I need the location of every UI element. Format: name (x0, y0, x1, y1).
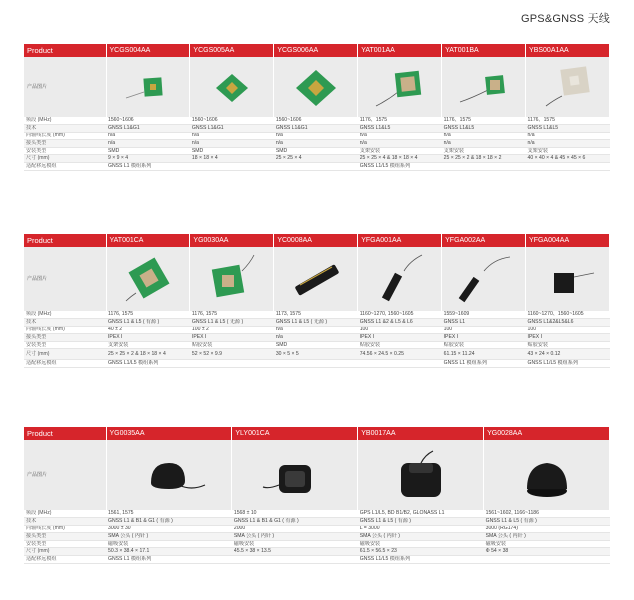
spec-cell: GPS L1/L5, BD B1/B2, GLONASS L1 (358, 510, 484, 518)
spec-row (24, 319, 610, 327)
spec-cell: 25 × 25 × 2 & 18 × 18 × 4 (106, 349, 190, 360)
spec-cell: n/a (358, 132, 442, 140)
spec-row (24, 510, 610, 518)
product-name: YG0035AA (106, 427, 232, 440)
spec-cell: 贴胶安装 (190, 341, 274, 349)
product-name: YG0028AA (484, 427, 610, 440)
spec-cell: IPEX Ⅰ (358, 334, 442, 342)
spec-cell: 18 × 18 × 4 (190, 155, 274, 163)
spec-row-label: 安装类型 (24, 147, 106, 155)
spec-cell: 1176、1575 (442, 117, 526, 125)
spec-row-label: 适配移远模组 (24, 556, 106, 564)
spec-cell: SMA 公头 ( 内针 ) (484, 533, 610, 541)
spec-cell: 支架安装 (106, 341, 190, 349)
spec-cell: 支架安装 (526, 147, 610, 155)
spec-cell: 1176, 1575 (190, 311, 274, 319)
image-row (24, 247, 610, 311)
spec-row (24, 132, 610, 140)
image-row-label: 产品图片 (24, 440, 106, 510)
spec-row-label: 尺寸 (mm) (24, 155, 106, 163)
module-series-cell: GNSS L1/L5 模组系列 (358, 163, 610, 171)
spec-cell: 45.5 × 38 × 13.5 (232, 548, 358, 556)
product-image (442, 57, 526, 117)
image-row-label: 产品图片 (24, 247, 106, 311)
spec-cell: 25 × 25 × 2 & 18 × 18 × 2 (442, 155, 526, 163)
spec-table-3 (24, 427, 610, 564)
spec-cell: n/a (274, 326, 358, 334)
spec-cell: 1568 ± 10 (232, 510, 358, 518)
product-image (190, 57, 274, 117)
spec-cell: 43 × 24 × 0.12 (526, 349, 610, 360)
spec-cell: 52 × 52 × 9.9 (190, 349, 274, 360)
spec-row (24, 117, 610, 125)
spec-cell: 40 × 40 × 4 & 45 × 45 × 6 (526, 155, 610, 163)
spec-cell: n/a (442, 132, 526, 140)
spec-cell: 贴胶安装 (526, 341, 610, 349)
spec-row (24, 349, 610, 360)
spec-row (24, 548, 610, 556)
product-name: YBS00A1AA (526, 44, 610, 57)
spec-row (24, 556, 610, 564)
spec-cell: 1176、1575 (526, 117, 610, 125)
product-image (358, 440, 484, 510)
spec-cell: GNSS L1&G1 (190, 125, 274, 133)
spec-cell: GNSS L1 &2 & L5 & L6 (358, 319, 442, 327)
spec-cell: 2000 (232, 525, 358, 533)
image-row-label: 产品图片 (24, 57, 106, 117)
product-image (526, 57, 610, 117)
product-name: YCGS004AA (106, 44, 190, 57)
header-label: Product (24, 427, 106, 440)
spec-row-label: 频段 (MHz) (24, 311, 106, 319)
spec-cell: 3000 ± 30 (106, 525, 232, 533)
product-image (442, 247, 526, 311)
module-series-cell: GNSS L1 模组系列 (106, 163, 358, 171)
product-image (358, 247, 442, 311)
spec-cell: IPEX Ⅰ (526, 334, 610, 342)
spec-cell: Φ 54 × 38 (484, 548, 610, 556)
table-header (24, 44, 610, 57)
spec-cell: L = 3000 (358, 525, 484, 533)
spec-row (24, 525, 610, 533)
spec-cell: 磁吸安装 (358, 540, 484, 548)
spec-row-label: 安装类型 (24, 540, 106, 548)
product-image (526, 247, 610, 311)
spec-table-1 (24, 44, 610, 171)
spec-cell: 25 × 25 × 4 & 18 × 18 × 4 (358, 155, 442, 163)
spec-row (24, 147, 610, 155)
spec-row-label: 接头类型 (24, 334, 106, 342)
spec-row-label: 同轴线长度 (mm) (24, 326, 106, 334)
module-series-cell: GNSS L1/L5 模组系列 (358, 556, 610, 564)
spec-cell: IPEX Ⅰ (106, 334, 190, 342)
spec-cell: SMD (106, 147, 190, 155)
spec-row (24, 163, 610, 171)
product-name: YAT001AA (358, 44, 442, 57)
spec-cell: n/a (274, 132, 358, 140)
spec-cell: 100 ± 2 (190, 326, 274, 334)
product-name: YAT001BA (442, 44, 526, 57)
table-header (24, 427, 610, 440)
spec-row (24, 155, 610, 163)
spec-cell: n/a (190, 140, 274, 148)
spec-cell: 支架安装 (442, 147, 526, 155)
spec-cell: 1173, 1575 (274, 311, 358, 319)
spec-cell: IPEX Ⅰ (190, 334, 274, 342)
product-name: YFGA004AA (526, 234, 610, 247)
product-image (274, 57, 358, 117)
spec-cell: GNSS L1 & L5 ( 无源 ) (190, 319, 274, 327)
spec-cell: GNSS L1 & L5 ( 有源 ) (484, 518, 610, 526)
product-name: YFGA002AA (442, 234, 526, 247)
spec-cell: n/a (106, 132, 190, 140)
spec-cell: n/a (274, 140, 358, 148)
spec-cell: 磁吸安装 (106, 540, 232, 548)
spec-cell: 61.5 × 56.5 × 23 (358, 548, 484, 556)
product-image (106, 57, 190, 117)
spec-row-label: 接头类型 (24, 140, 106, 148)
spec-cell: 3000 (RG174) (484, 525, 610, 533)
image-row (24, 57, 610, 117)
product-name: YFGA001AA (358, 234, 442, 247)
spec-row (24, 140, 610, 148)
spec-cell: SMD (274, 147, 358, 155)
spec-cell: 1176, 1575 (106, 311, 190, 319)
spec-cell: GNSS L1&L5 (526, 125, 610, 133)
spec-cell: SMA 公头 ( 内针 ) (358, 533, 484, 541)
spec-cell: n/a (190, 132, 274, 140)
product-name: YLY001CA (232, 427, 358, 440)
product-image (358, 57, 442, 117)
module-series-cell: GNSS L1/L5 模组系列 (526, 360, 610, 368)
spec-cell: GNSS L1&2&L5&L6 (526, 319, 610, 327)
spec-row-label: 同轴线长度 (mm) (24, 525, 106, 533)
product-image (106, 247, 190, 311)
spec-cell: 1559~1609 (442, 311, 526, 319)
spec-row-label: 频段 (MHz) (24, 510, 106, 518)
spec-row-label: 尺寸 (mm) (24, 548, 106, 556)
spec-row (24, 518, 610, 526)
spec-cell: 磁吸安装 (232, 540, 358, 548)
spec-cell: 1560~1606 (190, 117, 274, 125)
product-name: YC0008AA (274, 234, 358, 247)
spec-row (24, 341, 610, 349)
product-name: YCGS005AA (190, 44, 274, 57)
spec-cell: GNSS L1&G1 (274, 125, 358, 133)
spec-row-label: 适配移远模组 (24, 360, 106, 368)
product-name: YAT001CA (106, 234, 190, 247)
spec-cell: GNSS L1 & L5 ( 无源 ) (274, 319, 358, 327)
spec-cell: 磁吸安装 (484, 540, 610, 548)
spec-cell: GNSS L1&L5 (442, 125, 526, 133)
product-image (190, 247, 274, 311)
spec-cell: SMD (190, 147, 274, 155)
spec-cell: 1160~1270、1560~1605 (526, 311, 610, 319)
product-image (274, 247, 358, 311)
module-series-cell: GNSS L1/L5 模组系列 (106, 360, 442, 368)
table-header (24, 234, 610, 247)
spec-cell: SMA 公头 ( 内针 ) (232, 533, 358, 541)
spec-row-label: 尺寸 (mm) (24, 349, 106, 360)
spec-row-label: 安装类型 (24, 341, 106, 349)
spec-cell: n/a (526, 132, 610, 140)
spec-cell: 1560~1606 (274, 117, 358, 125)
product-image (106, 440, 232, 510)
product-name: YG0030AA (190, 234, 274, 247)
spec-cell: 25 × 25 × 4 (274, 155, 358, 163)
spec-cell: GNSS L1&L5 (358, 125, 442, 133)
spec-cell: 100 (526, 326, 610, 334)
spec-cell: 40 ± 2 (106, 326, 190, 334)
spec-cell: GNSS L1 & B1 & G1 ( 有源 ) (232, 518, 358, 526)
spec-row-label: 技术 (24, 518, 106, 526)
spec-cell: n/a (358, 140, 442, 148)
spec-row (24, 326, 610, 334)
spec-cell: SMA 公头 ( 内针 ) (106, 533, 232, 541)
spec-row-label: 频段 (MHz) (24, 117, 106, 125)
spec-cell: 1561, 1575 (106, 510, 232, 518)
spec-cell: 74.56 × 24.5 × 0.25 (358, 349, 442, 360)
spec-row (24, 334, 610, 342)
header-label: Product (24, 234, 106, 247)
spec-cell: 贴胶安装 (358, 341, 442, 349)
spec-cell: GNSS L1 & L5 ( 有源 ) (106, 319, 190, 327)
spec-row (24, 360, 610, 368)
spec-cell: 1560~1606 (106, 117, 190, 125)
product-name: YB0017AA (358, 427, 484, 440)
spec-cell: IPEX Ⅰ (442, 334, 526, 342)
product-name: YCGS006AA (274, 44, 358, 57)
spec-row-label: 接头类型 (24, 533, 106, 541)
spec-cell: 61.15 × 11.24 (442, 349, 526, 360)
spec-cell: SMD (274, 341, 358, 349)
product-image (232, 440, 358, 510)
spec-cell: 1561~1602, 1166~1186 (484, 510, 610, 518)
spec-cell: n/a (442, 140, 526, 148)
spec-row-label: 技术 (24, 319, 106, 327)
spec-cell: n/a (526, 140, 610, 148)
spec-cell: 30 × 5 × 5 (274, 349, 358, 360)
module-series-cell: GNSS L1 模组系列 (442, 360, 526, 368)
product-image (484, 440, 610, 510)
spec-cell: 支架安装 (358, 147, 442, 155)
spec-cell: 1176、1575 (358, 117, 442, 125)
spec-cell: 50.3 × 38.4 × 17.1 (106, 548, 232, 556)
spec-cell: 100 (358, 326, 442, 334)
spec-table-2 (24, 234, 610, 368)
spec-cell: GNSS L1 (442, 319, 526, 327)
spec-cell: GNSS L1 & B1 & G1 ( 有源 ) (106, 518, 232, 526)
spec-row-label: 技术 (24, 125, 106, 133)
spec-cell: n/a (106, 140, 190, 148)
spec-row (24, 540, 610, 548)
image-row (24, 440, 610, 510)
spec-cell: n/a (274, 334, 358, 342)
spec-row-label: 同轴线长度 (mm) (24, 132, 106, 140)
module-series-cell: GNSS L1 模组系列 (106, 556, 358, 564)
spec-cell: GNSS L1 & L5 ( 有源 ) (358, 518, 484, 526)
spec-cell: 贴胶安装 (442, 341, 526, 349)
spec-row (24, 533, 610, 541)
spec-row-label: 适配移远模组 (24, 163, 106, 171)
spec-cell: 1160~1270, 1560~1605 (358, 311, 442, 319)
spec-row (24, 311, 610, 319)
spec-row (24, 125, 610, 133)
spec-cell: GNSS L1&G1 (106, 125, 190, 133)
spec-cell: 9 × 9 × 4 (106, 155, 190, 163)
page-title: GPS&GNSS 天线 (521, 13, 610, 25)
header-label: Product (24, 44, 106, 57)
spec-cell: 100 (442, 326, 526, 334)
